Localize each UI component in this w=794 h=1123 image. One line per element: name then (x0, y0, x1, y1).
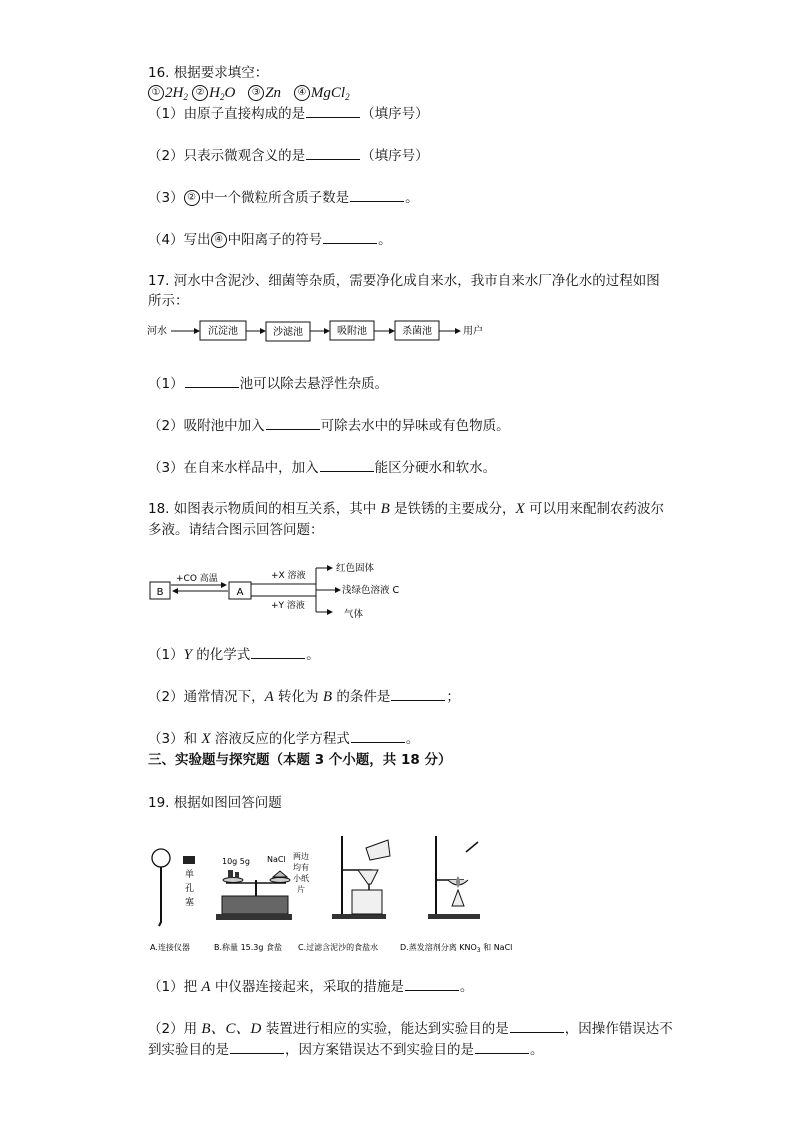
x-label: +X 溶液 (271, 571, 306, 581)
box-a: A (236, 587, 244, 598)
q19-part1: （1）把 A 中仪器连接起来，采取的措施是 。 (148, 979, 474, 995)
answer-blank[interactable] (351, 730, 405, 743)
y-label: +Y 溶液 (271, 601, 305, 611)
output-gas: 气体 (344, 609, 364, 620)
q17-part1: （1） 池可以除去悬浮性杂质。 (148, 376, 389, 392)
answer-blank[interactable] (320, 459, 374, 472)
water-purification-flow (145, 318, 525, 346)
item-3: ③ Zn (248, 85, 281, 101)
q17-part2: （2）吸附池中加入 可除去水中的异味或有色物质。 (148, 418, 510, 434)
item-2: ② $H_2O$ (192, 85, 235, 101)
svg-text:10g 5g: 10g 5g (222, 857, 250, 866)
figure-d-evaporation (428, 836, 480, 919)
output-solution-c: 浅绿色溶液 C (342, 585, 400, 596)
output-red-solid: 红色固体 (336, 563, 375, 574)
answer-blank[interactable] (306, 105, 360, 118)
flow-source: 河水 (147, 326, 167, 337)
item-4: ④ MgCl$_2$ (294, 85, 350, 101)
svg-text:均有: 均有 (293, 863, 309, 872)
q18-part2: （2）通常情况下，A 转化为 B 的条件是 ； (148, 689, 460, 705)
flow-end: 用户 (463, 326, 483, 337)
answer-blank[interactable] (475, 1041, 529, 1054)
co-label: +CO 高温 (176, 574, 218, 584)
answer-blank[interactable] (266, 417, 320, 430)
answer-blank[interactable] (306, 147, 360, 160)
q18-part3: （3）和 X 溶液反应的化学方程式 。 (148, 731, 420, 747)
figure-a-connect (152, 849, 195, 926)
svg-text:两边: 两边 (293, 852, 309, 861)
q16-part4: （4）写出 ④ 中阳离子的符号 。 (148, 232, 392, 248)
caption-b: B.称量 15.3g 食盐 (214, 943, 283, 952)
answer-blank[interactable] (391, 688, 445, 701)
q17-stem-2: 所示： (148, 293, 189, 309)
answer-blank[interactable] (350, 189, 404, 202)
q17-part3: （3）在自来水样品中，加入 能区分硬水和软水。 (148, 460, 497, 476)
q19-part2: （2）用 B、C、D 装置进行相应的实验，能达到实验目的是 ，因操作错误达不 (148, 1021, 673, 1037)
figure-c-filtration (332, 836, 390, 919)
answer-blank[interactable] (230, 1041, 284, 1054)
svg-text:片: 片 (297, 885, 305, 894)
flow-step-3: 吸附池 (337, 326, 367, 337)
lab-apparatus-figure (146, 828, 536, 953)
q18-part1: （1）Y 的化学式 。 (148, 647, 320, 663)
caption-c: C.过滤含泥沙的食盐水 (298, 943, 379, 952)
answer-blank[interactable] (405, 978, 459, 991)
answer-blank[interactable] (323, 231, 377, 244)
box-b: B (156, 587, 164, 598)
q16-items (148, 84, 350, 106)
answer-blank[interactable] (185, 375, 239, 388)
svg-text:单: 单 (185, 870, 195, 880)
flow-step-4: 杀菌池 (402, 326, 432, 337)
caption-a: A.连接仪器 (150, 943, 190, 952)
q18-stem-1: 18. 如图表示物质间的相互关系，其中 B 是铁锈的主要成分，X 可以用来配制农药波尔 (148, 501, 664, 517)
answer-blank[interactable] (510, 1020, 564, 1033)
q18-stem-2: 多液。请结合图示回答问题： (148, 522, 324, 538)
flow-step-2: 沙滤池 (273, 327, 303, 338)
q17-stem-1: 17. 河水中含泥沙、细菌等杂质，需要净化成自来水，我市自来水厂净化水的过程如图 (148, 273, 660, 289)
svg-text:NaCl: NaCl (267, 855, 286, 864)
item-1: ① $2H_2$ (148, 85, 188, 101)
q16-title: 16. 根据要求填空： (148, 65, 269, 81)
flow-step-1: 沉淀池 (208, 326, 238, 337)
q16-part1: （1）由原子直接构成的是 （填序号） (148, 106, 429, 122)
q19-part2-cont: 到实验目的是 ，因方案错误达不到实验目的是 。 (148, 1042, 544, 1058)
svg-text:孔: 孔 (185, 884, 195, 894)
svg-text:小纸: 小纸 (293, 874, 309, 883)
caption-d: D.蒸发溶剂分离 $KNO_3$ 和 NaCl (400, 943, 513, 953)
figure-b-balance (216, 851, 309, 920)
substance-relation-diagram (146, 560, 416, 628)
svg-text:塞: 塞 (185, 898, 195, 908)
section-heading: 三、实验题与探究题（本题 3 个小题，共 18 分） (148, 752, 452, 768)
q16-part2: （2）只表示微观含义的是 （填序号） (148, 148, 429, 164)
q19-title: 19. 根据如图回答问题 (148, 795, 282, 811)
q16-part3: （3） ② 中一个微粒所含质子数是 。 (148, 190, 419, 206)
answer-blank[interactable] (251, 646, 305, 659)
